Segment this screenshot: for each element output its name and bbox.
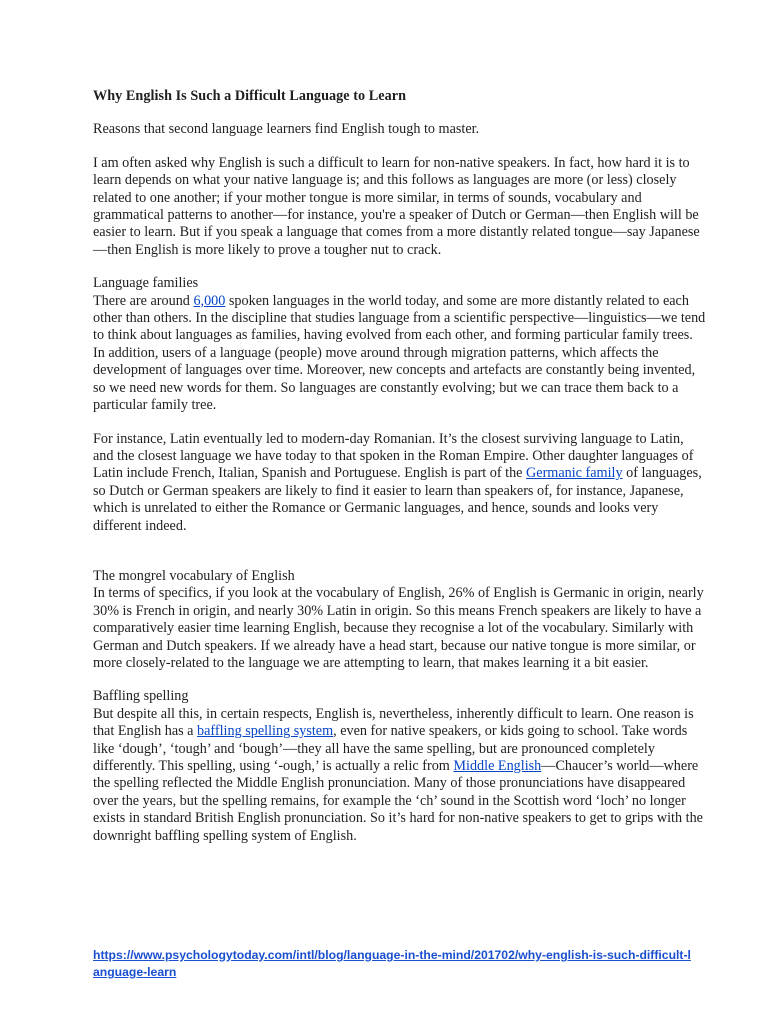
spelling-text-2: , even for native speakers, or kids going to school. Take words like ‘dough’, ‘tough’ and ‘bough’—they all have the same spelling, but are pronounced completely differently. This spelling, using ‘-ough,’ is actually a relic from [93,723,688,774]
spelling-text-1: But despite all this, in certain respects, English is, nevertheless, inherently difficult to learn. One reason is that English has a [93,705,694,740]
section-heading-baffling-spelling: Baffling spelling [93,688,189,705]
document-title: Why English Is Such a Difficult Language to Learn [93,88,407,104]
mongrel-text: In terms of specifics, if you look at the vocabulary of English, 26% of English is Germanic in origin, nearly 30% is French in origin, and nearly 30% Latin in origin. So this means French speakers are likely to have a comparatively easier time learning English, because they recognise a lot of the vocabulary. Similarly with German and Dutch speakers. If we already have a head start, because our native tongue is more similar, or more closely-related to the language we are attempting to learn, that makes learning it a bit easier. [93,585,704,671]
section-heading-mongrel-vocabulary: The mongrel vocabulary of English [93,567,295,584]
section-mongrel-vocabulary [93,568,707,672]
section-baffling-spelling [93,688,707,845]
families-text-after: spoken languages in the world today, and some are more distantly related to each other than others. In the discipline that studies language from a scientific perspective—linguistics—we tend to think about languages as families, having evolved from each other, and forming particular family trees. In addition, users of a language (people) move around through migration patterns, which affects the development of languages over time. Moreover, new concepts and artefacts are constantly being invented, so we need new words for them. So languages are constantly evolving; but we can trace them back to a particular family tree. [93,292,706,414]
document-subtitle: Reasons that second language learners find English tough to master. [93,121,480,138]
link-germanic-family[interactable]: Germanic family [526,465,623,482]
families-text-before: There are around [93,292,194,309]
spelling-text-3: —Chaucer’s world—where the spelling reflected the Middle English pronunciation. Many of those pronunciations have disappeared over the years, but the spelling remains, for example the ‘ch’ sound in the Scottish word ‘loch’ no longer exists in standard British English pronunciation. So it’s hard for non-native speakers to get to grips with the downright baffling spelling system of English. [93,758,703,844]
latin-text-before: For instance, Latin eventually led to modern-day Romanian. It’s the closest surviving language to Latin, and the closest language we have today to that spoken in the Roman Empire. Other daughter languages of Latin include French, Italian, Spanish and Portuguese. English is part of the [93,430,694,482]
latin-paragraph [93,431,707,535]
link-middle-english[interactable]: Middle English [453,758,542,774]
source-url-link[interactable]: https://www.psychologytoday.com/intl/blog/language-in-the-mind/201702/why-english-is-such-difficult-language-learn [93,948,691,979]
latin-text-after: of languages, so Dutch or German speakers are likely to find it easier to learn than speakers of, for instance, Japanese, which is unrelated to either the Romance or Germanic languages, and hence, sounds and looks very different indeed. [93,465,702,534]
intro-paragraph: I am often asked why English is such a difficult to learn for non-native speakers. In fact, how hard it is to learn depends on what your native language is; and this follows as languages are more (or less) closely related to one another; if your mother tongue is more similar, in terms of sounds, vocabulary and grammatical patterns to another—for instance, you're a speaker of Dutch or German—then English will be easier to learn. But if you speak a language that comes from a more distantly related tongue—say Japanese—then English is more likely to prove a tougher nut to crack. [93,154,700,258]
document-page [93,88,707,845]
section-heading-language-families: Language families [93,275,199,292]
section-language-families [93,275,707,414]
link-baffling-spelling-system[interactable]: baffling spelling system [197,723,334,740]
link-6000[interactable]: 6,000 [193,292,226,309]
